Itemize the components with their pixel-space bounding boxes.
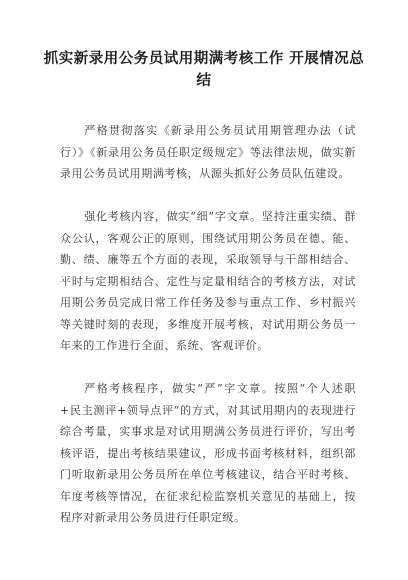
- document-title: 抓实新录用公务员试用期满考核工作 开展情况总结: [43, 51, 365, 89]
- paragraph-3: 严格考核程序，做实“严”字文章。按照“个人述职+民主测评+领导点评”的方式，对其试用期内的表现进行综合考量，实事求是对试用期满公务员进行评价，写出考核评语，提出考核结果建议，形成书面考核材料，组织部门听取新录用公务员所在单位考核建议，结合平时考核、年度考核等情况，在征求纪检监察机关意见的基础上，按程序对新录用公务员进行任职定级。: [60, 382, 356, 524]
- paragraph-2: 强化考核内容，做实“细”字文章。坚持注重实绩、群众公认，客观公正的原则，围绕试用期公务员在德、能、勤、绩、廉等五个方面的表现，采取领导与干部相结合、平时与定期相结合、定性与定量相结合的考核方法，对试用期公务员完成日常工作任务及参与重点工作、乡村振兴等关键时刻的表现，多维度开展考核，对试用期公务员一年来的工作进行全面、系统、客观评价。: [60, 210, 356, 352]
- paragraph-1: 严格贯彻落实《新录用公务员试用期管理办法（试行）》《新录用公务员任职定级规定》等法律法规，做实新录用公务员试用期满考核，从源头抓好公务员队伍建设。: [60, 124, 356, 180]
